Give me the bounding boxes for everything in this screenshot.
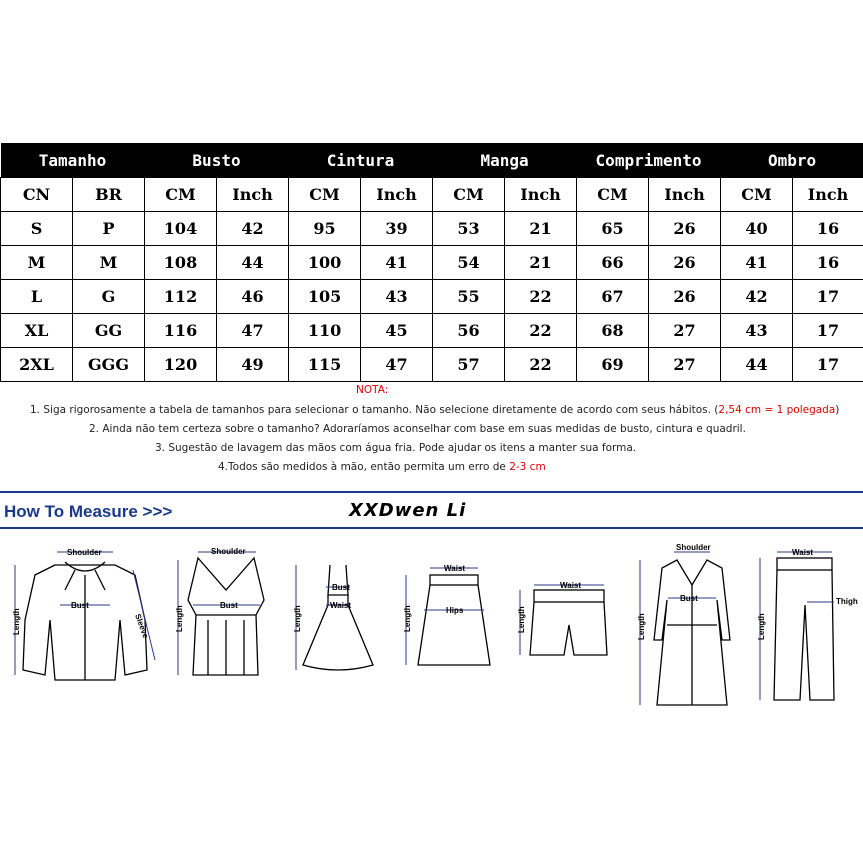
table-cell: 69: [577, 348, 649, 382]
table-row: [1, 212, 863, 246]
header-comprimento: Comprimento: [577, 143, 721, 178]
table-cell: P: [73, 212, 145, 246]
table-cell: 22: [505, 280, 577, 314]
table-cell: 27: [649, 348, 721, 382]
note-line-4: [218, 461, 546, 473]
table-cell: 17: [793, 280, 863, 314]
table-cell: 47: [217, 314, 289, 348]
table-cell: 57: [433, 348, 505, 382]
table-cell: 22: [505, 314, 577, 348]
notes-title: NOTA:: [356, 384, 389, 396]
table-cell: 21: [505, 246, 577, 280]
note-line-1-red: 2,54 cm = 1 polegada: [718, 404, 836, 416]
length-label: Length: [12, 608, 21, 635]
table-cell: 45: [361, 314, 433, 348]
table-cell: 44: [217, 246, 289, 280]
sub-header-cell: Inch: [649, 178, 721, 212]
note-line-1-end: ): [835, 404, 840, 416]
table-cell: 115: [289, 348, 361, 382]
note-line-2: 2. Ainda não tem certeza sobre o tamanho? Adoraríamos aconselhar com base em suas medidas de busto, cintura e quadril.: [89, 423, 746, 435]
table-cell: 56: [433, 314, 505, 348]
top-rule: [0, 491, 863, 493]
table-cell: GG: [73, 314, 145, 348]
length-label: Length: [175, 605, 184, 632]
thigh-label: Thigh: [836, 597, 858, 606]
table-sub-header-row: [1, 178, 863, 212]
table-cell: 17: [793, 348, 863, 382]
waist-label: Waist: [792, 548, 814, 557]
table-cell: 46: [217, 280, 289, 314]
coat-diagram: [632, 540, 747, 714]
table-cell: 42: [721, 280, 793, 314]
table-cell: 2XL: [1, 348, 73, 382]
skirt-diagram: [398, 560, 498, 684]
table-cell: 26: [649, 212, 721, 246]
table-group-header-row: [1, 143, 863, 178]
table-cell: 42: [217, 212, 289, 246]
header-busto: Busto: [145, 143, 289, 178]
table-cell: GGG: [73, 348, 145, 382]
table-cell: 55: [433, 280, 505, 314]
trousers-diagram: [752, 540, 860, 714]
table-cell: 16: [793, 246, 863, 280]
tank-top-diagram: [168, 540, 278, 694]
table-cell: 43: [721, 314, 793, 348]
size-chart: [0, 143, 863, 382]
blouse-diagram: [5, 540, 165, 694]
table-cell: 68: [577, 314, 649, 348]
table-cell: 95: [289, 212, 361, 246]
table-cell: 16: [793, 212, 863, 246]
length-label: Length: [403, 605, 412, 632]
brand-logo: XXDwen Li: [349, 500, 467, 521]
bust-label: Bust: [71, 601, 89, 610]
table-cell: 108: [145, 246, 217, 280]
dress-diagram: [288, 560, 388, 684]
table-cell: 26: [649, 246, 721, 280]
length-label: Length: [293, 605, 302, 632]
table-cell: 40: [721, 212, 793, 246]
sub-header-cell: CN: [1, 178, 73, 212]
table-cell: 110: [289, 314, 361, 348]
note-line-1: [30, 404, 839, 416]
shoulder-label: Shoulder: [211, 547, 246, 556]
table-cell: L: [1, 280, 73, 314]
waist-label: Waist: [560, 581, 582, 590]
table-cell: 47: [361, 348, 433, 382]
table-cell: 105: [289, 280, 361, 314]
length-label: Length: [637, 613, 646, 640]
table-cell: 112: [145, 280, 217, 314]
length-label: Length: [517, 606, 526, 633]
table-cell: 54: [433, 246, 505, 280]
shoulder-label: Shoulder: [676, 543, 711, 552]
sub-header-cell: Inch: [793, 178, 863, 212]
table-cell: M: [1, 246, 73, 280]
table-cell: 41: [721, 246, 793, 280]
sub-header-cell: Inch: [505, 178, 577, 212]
table-cell: 41: [361, 246, 433, 280]
header-cintura: Cintura: [289, 143, 433, 178]
length-label: Length: [757, 613, 766, 640]
bust-label: Bust: [332, 583, 350, 592]
note-line-1-text: 1. Siga rigorosamente a tabela de tamanhos para selecionar o tamanho. Não selecione diretamente de acordo com seus hábitos. (: [30, 404, 719, 416]
sub-header-cell: CM: [145, 178, 217, 212]
table-row: [1, 314, 863, 348]
header-manga: Manga: [433, 143, 577, 178]
table-cell: 120: [145, 348, 217, 382]
sub-header-cell: CM: [721, 178, 793, 212]
table-cell: 65: [577, 212, 649, 246]
table-cell: 53: [433, 212, 505, 246]
table-cell: 116: [145, 314, 217, 348]
table-cell: XL: [1, 314, 73, 348]
table-row: [1, 348, 863, 382]
shorts-diagram: [512, 575, 617, 669]
table-cell: M: [73, 246, 145, 280]
sub-header-cell: Inch: [361, 178, 433, 212]
table-cell: 43: [361, 280, 433, 314]
table-cell: 104: [145, 212, 217, 246]
shoulder-label: Shoulder: [67, 548, 102, 557]
table-cell: 67: [577, 280, 649, 314]
header-ombro: Ombro: [721, 143, 863, 178]
waist-label: Waist: [444, 564, 466, 573]
hips-label: Hips: [446, 606, 464, 615]
how-to-measure-title: How To Measure >>>: [4, 502, 173, 521]
table-cell: 17: [793, 314, 863, 348]
table-cell: 22: [505, 348, 577, 382]
table-cell: 21: [505, 212, 577, 246]
note-line-4-red: 2-3 cm: [509, 461, 546, 473]
bust-label: Bust: [680, 594, 698, 603]
sleeve-label: Sleeve: [133, 612, 151, 640]
bottom-rule: [0, 527, 863, 529]
note-line-4-text: 4.Todos são medidos à mão, então permita um erro de: [218, 461, 510, 473]
table-cell: 27: [649, 314, 721, 348]
table-cell: G: [73, 280, 145, 314]
sub-header-cell: Inch: [217, 178, 289, 212]
sub-header-cell: CM: [433, 178, 505, 212]
table-cell: 100: [289, 246, 361, 280]
sub-header-cell: CM: [577, 178, 649, 212]
table-cell: 39: [361, 212, 433, 246]
waist-label: Waist: [330, 601, 352, 610]
table-cell: 66: [577, 246, 649, 280]
table-row: [1, 246, 863, 280]
table-row: [1, 280, 863, 314]
table-cell: 44: [721, 348, 793, 382]
sub-header-cell: CM: [289, 178, 361, 212]
table-cell: 26: [649, 280, 721, 314]
table-cell: S: [1, 212, 73, 246]
sub-header-cell: BR: [73, 178, 145, 212]
header-tamanho: Tamanho: [1, 143, 145, 178]
table-cell: 49: [217, 348, 289, 382]
note-line-3: 3. Sugestão de lavagem das mãos com água fria. Pode ajudar os itens a manter sua forma.: [155, 442, 637, 454]
size-table: [0, 143, 863, 382]
bust-label: Bust: [220, 601, 238, 610]
